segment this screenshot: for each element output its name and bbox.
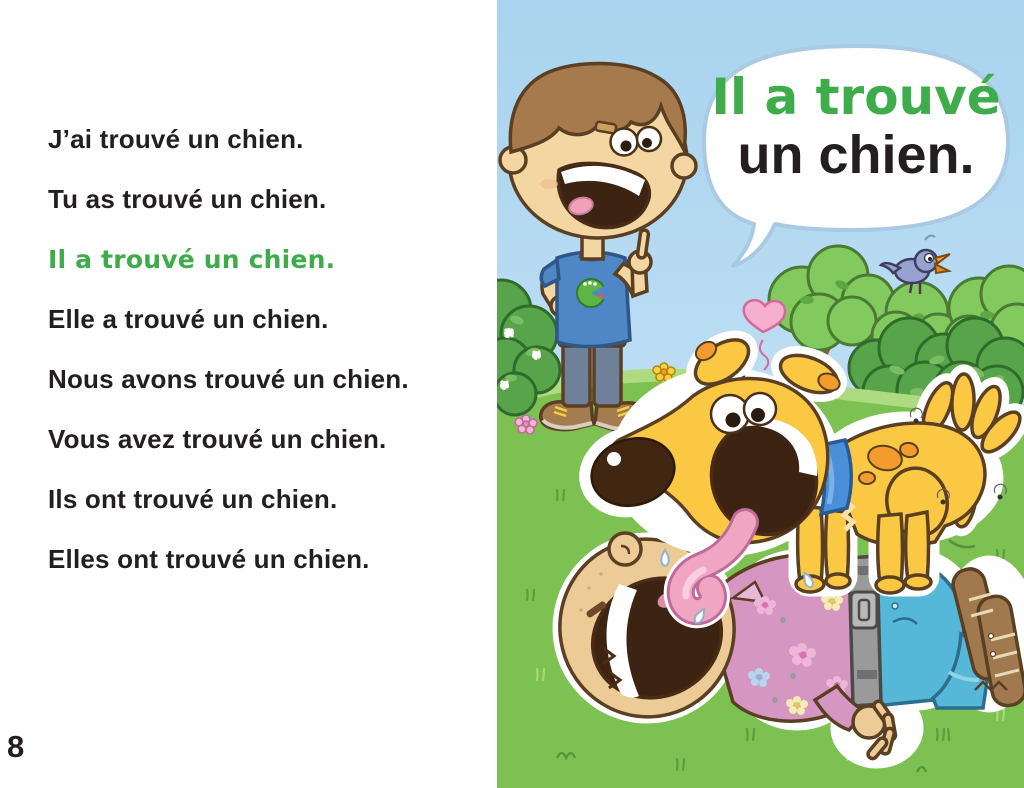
speech-bubble-text	[702, 68, 1010, 184]
boy-jeans	[563, 344, 590, 406]
sentence: Ils ont trouvé un chien.	[48, 484, 338, 514]
sentence: Elle a trouvé un chien.	[48, 304, 329, 334]
sentence: J’ai trouvé un chien.	[48, 124, 304, 154]
sentence-list	[48, 126, 409, 573]
sentence-highlighted: Il a trouvé un chien.	[48, 245, 336, 274]
sentence: Elles ont trouvé un chien.	[48, 544, 370, 574]
sentence: Tu as trouvé un chien.	[48, 184, 327, 214]
illustration-panel	[497, 0, 1024, 788]
sentence: Nous avons trouvé un chien.	[48, 364, 409, 394]
page-number: 8	[7, 729, 25, 764]
man-ear	[609, 533, 641, 565]
speech-bubble-line2: un chien.	[737, 125, 975, 185]
speech-bubble-line1: Il a trouvé	[711, 68, 1001, 126]
sentence: Vous avez trouvé un chien.	[48, 424, 387, 454]
